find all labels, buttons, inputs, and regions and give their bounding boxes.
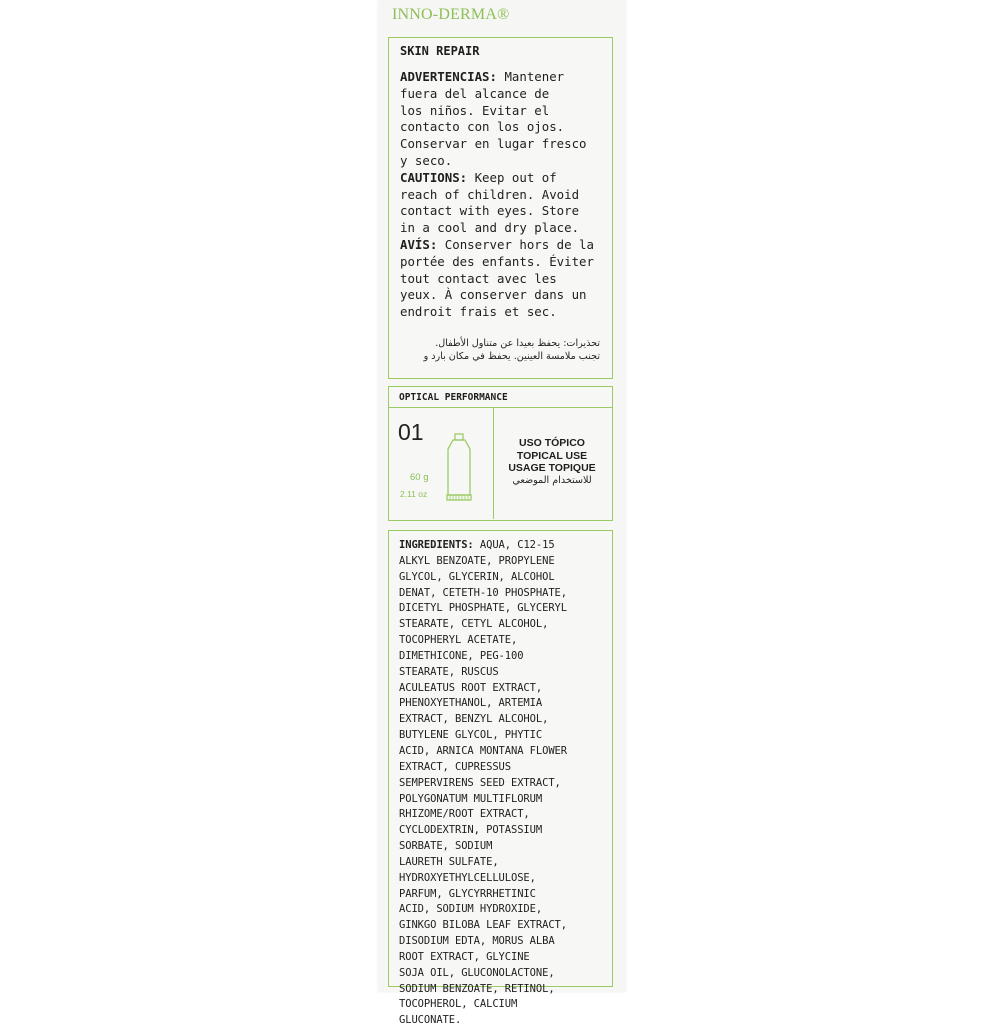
warning-label-es: ADVERTENCIAS: [400, 69, 497, 84]
topical-use-en: TOPICAL USE [516, 449, 588, 462]
optical-heading: OPTICAL PERFORMANCE [389, 387, 612, 408]
warning-text-en: Keep out of reach of children. Avoid contact with eyes. Store in a cool and dry place. [400, 169, 580, 236]
tube-icon [444, 433, 474, 503]
optical-panel [388, 386, 613, 521]
topical-use-ar: للاستخدام الموضعي [512, 474, 592, 486]
ingredients-text [399, 538, 604, 1029]
warning-label-fr: AVÍS: [400, 236, 438, 252]
brand-logo: INNO-DERMA® [392, 6, 510, 23]
ingredients-label: INGREDIENTS: [399, 539, 474, 551]
warning-text-es: Mantener fuera del alcance de los niños. Evitar el contacto con los ojos. Conservar en lugar fresco y seco. [400, 69, 587, 168]
topical-use-cell [493, 408, 611, 519]
optical-number: 01 [398, 419, 424, 445]
topical-use-es: USO TÓPICO [519, 437, 585, 449]
weight-ounces: 2.11 oz [400, 489, 428, 499]
warning-text-fr: Conserver hors de la portée des enfants. Éviter tout contact avec les yeux. À conserver dans un endroit frais et sec. [400, 236, 594, 320]
topical-use-fr: USAGE TOPIQUE [508, 462, 596, 474]
ingredients-panel [388, 530, 613, 1027]
product-title: SKIN REPAIR [400, 44, 480, 58]
warning-arabic-line-2: تجنب ملامسة العينين. يحفظ في مكان بارد و [423, 350, 600, 362]
optical-size-cell [389, 408, 494, 519]
warning-label-en: CAUTIONS: [400, 169, 468, 185]
warnings-text [400, 69, 604, 321]
weight-grams: 60 g [410, 472, 429, 483]
warnings-panel [388, 37, 613, 379]
ingredients-list: AQUA, C12-15 ALKYL BENZOATE, PROPYLENE GLYCOL, GLYCERIN, ALCOHOL DENAT, CETETH-10 PHOSPHATE, DICETYL PHOSPHATE, GLYCERYL STEARATE, CETYL ALCOHOL, TOCOPHERYL ACETATE, DIMETHICONE, PEG-100 STEARATE, RUSCUS ACULEATUS ROOT EXTRACT, PHENOXYETHANOL, ARTEMIA EXTRACT, BENZYL ALCOHOL, BUTYLENE GLYCOL, PHYTIC ACID, ARNICA MONTANA FLOWER EXTRACT, CUPRESSUS SEMPERVIRENS SEED EXTRACT, POLYGONATUM MULTIFLORUM RHIZOME/ROOT EXTRACT, CYCLODEXTRIN, POTASSIUM SORBATE, SODIUM LAURETH SULFATE, HYDROXYETHYLCELLULOSE, PARFUM, GLYCYRRHETINIC ACID, SODIUM HYDROXIDE, GINKGO BILOBA LEAF EXTRACT, DISODIUM EDTA, MORUS ALBA ROOT EXTRACT, GLYCINE SOJA OIL, GLUCONOLACTONE, SODIUM BENZOATE, RETINOL, TOCOPHEROL, CALCIUM GLUCONATE. [399, 539, 567, 1027]
warning-arabic-line-1: تحذيرات: يحفظ بعيدا عن متناول الأطفال. [435, 337, 600, 349]
warning-arabic [400, 337, 600, 363]
